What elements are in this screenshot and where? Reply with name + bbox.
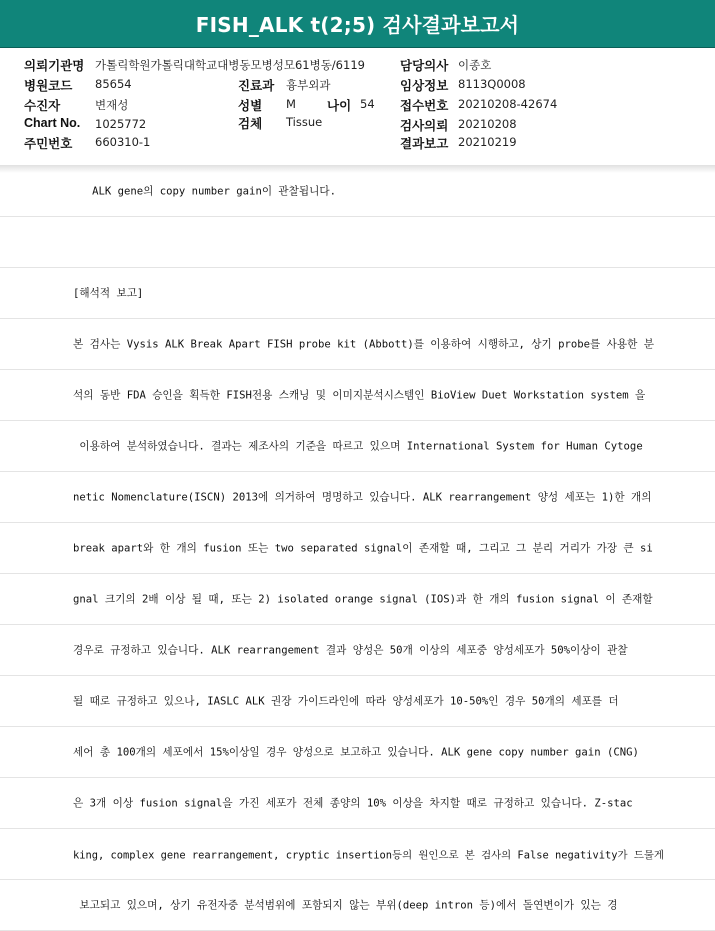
report-line-text: 보고되고 있으며, 상기 유전자중 분석범위에 포함되지 않는 부위(deep intron 등)에서 돌연변이가 있는 경	[73, 899, 618, 912]
report-line	[0, 166, 715, 217]
department-value: 흉부외과	[286, 78, 331, 92]
report-line	[0, 727, 715, 778]
report-line-text: 은 3개 이상 fusion signal을 가진 세포가 전체 종양의 10% 이상을 차지할 때로 규정하고 있습니다. Z-stac	[73, 797, 633, 810]
report-line	[0, 268, 715, 319]
sex-label: 성별	[238, 99, 263, 113]
report-line	[0, 880, 715, 931]
patient-info-panel	[0, 48, 715, 166]
department-label: 진료과	[238, 79, 275, 93]
report-body	[0, 166, 715, 924]
report-line-text: 경우로 규정하고 있습니다. ALK rearrangement 결과 양성은 50개 이상의 세포중 양성세포가 50%이상이 관찰	[73, 644, 628, 657]
report-line	[0, 574, 715, 625]
chart-no-value: 1025772	[95, 117, 147, 131]
clinical-info-value: 8113Q0008	[458, 77, 526, 91]
report-line	[0, 472, 715, 523]
specimen-label: 검체	[238, 117, 263, 131]
report-line-text: king, complex gene rearrangement, cryptic insertion등의 원인으로 본 검사의 False negativity가 드물게	[73, 849, 664, 862]
report-line	[0, 829, 715, 880]
requesting-org-label: 의뢰기관명	[24, 59, 85, 73]
resident-no-label: 주민번호	[24, 137, 73, 151]
doctor-label: 담당의사	[400, 59, 449, 73]
report-line	[0, 625, 715, 676]
specimen-value: Tissue	[286, 115, 323, 129]
report-line-text: netic Nomenclature(ISCN) 2013에 의거하여 명명하고 있습니다. ALK rearrangement 양성 세포는 1)한 개의	[73, 491, 652, 504]
report-line-text: break apart와 한 개의 fusion 또는 two separated signal이 존재할 때, 그리고 그 분리 거리가 가장 큰 si	[73, 542, 653, 555]
report-line	[0, 778, 715, 829]
receipt-no-value: 20210208-42674	[458, 97, 558, 111]
report-line	[0, 370, 715, 421]
result-report-label: 결과보고	[400, 137, 449, 151]
test-request-label: 검사의뢰	[400, 119, 449, 133]
report-title-bar	[0, 0, 715, 48]
resident-no-value: 660310-1	[95, 135, 151, 149]
report-line	[0, 676, 715, 727]
doctor-value: 이종호	[458, 58, 492, 72]
report-line-text: 될 때로 규정하고 있으나, IASLC ALK 권장 가이드라인에 따라 양성세포가 10-50%인 경우 50개의 세포를 더	[73, 695, 619, 708]
receipt-no-label: 접수번호	[400, 99, 449, 113]
report-line-text: [해석적 보고]	[73, 287, 144, 300]
test-request-value: 20210208	[458, 117, 517, 131]
requesting-org-value: 가톨릭학원가톨릭대학교대병동모병성모61병동/6119	[95, 58, 365, 72]
age-label: 나이	[327, 99, 352, 113]
report-title: FISH_ALK t(2;5) 검사결과보고서	[195, 13, 520, 37]
report-line	[0, 319, 715, 370]
report-line-text: 본 검사는 Vysis ALK Break Apart FISH probe kit (Abbott)를 이용하여 시행하고, 상기 probe를 사용한 분	[73, 338, 654, 351]
report-line-text: 석의 동반 FDA 승인을 획득한 FISH전용 스캐닝 및 이미지분석시스템인 BioView Duet Workstation system 을	[73, 389, 646, 402]
report-line-text: gnal 크기의 2배 이상 될 때, 또는 2) isolated orange signal (IOS)과 한 개의 fusion signal 이 존재할	[73, 593, 653, 606]
patient-value: 변재성	[95, 98, 129, 112]
report-line	[0, 421, 715, 472]
age-value: 54	[360, 97, 375, 111]
clinical-info-label: 임상정보	[400, 79, 449, 93]
sex-value: M	[286, 97, 296, 111]
report-line-text: 세어 총 100개의 세포에서 15%이상일 경우 양성으로 보고하고 있습니다. ALK gene copy number gain (CNG)	[73, 746, 639, 759]
patient-label: 수진자	[24, 99, 61, 113]
hospital-code-value: 85654	[95, 77, 132, 91]
report-line-text: ALK gene의 copy number gain이 관찰됩니다.	[73, 185, 336, 198]
report-line	[0, 217, 715, 268]
report-line	[0, 523, 715, 574]
chart-no-label: Chart No.	[24, 116, 81, 130]
report-line-text: 이용하여 분석하였습니다. 결과는 제조사의 기준을 따르고 있으며 International System for Human Cytoge	[73, 440, 643, 453]
hospital-code-label: 병원코드	[24, 79, 73, 93]
result-report-value: 20210219	[458, 135, 517, 149]
